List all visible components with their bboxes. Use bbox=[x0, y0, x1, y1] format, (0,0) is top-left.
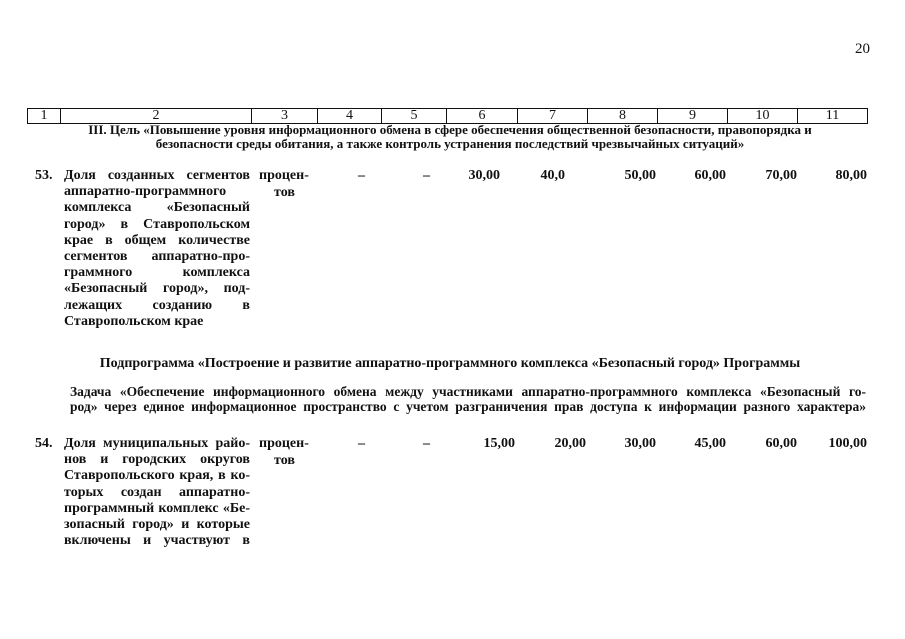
value-cell: 100,00 bbox=[828, 436, 867, 451]
indicator-line: Доля муниципальных райо- bbox=[64, 436, 250, 451]
header-col-4: 4 bbox=[318, 109, 382, 124]
unit-line: процен- bbox=[259, 168, 309, 183]
value-cell: 40,0 bbox=[540, 168, 565, 183]
value-cell: – bbox=[358, 436, 365, 451]
value-cell: 60,00 bbox=[765, 436, 797, 451]
indicator-line: Ставропольского края, в ко- bbox=[64, 468, 250, 484]
row-number: 54. bbox=[35, 436, 53, 451]
indicator-line: город» в Ставропольском bbox=[64, 216, 250, 232]
unit-line: тов bbox=[274, 452, 295, 468]
value-cell: 30,00 bbox=[468, 168, 500, 183]
subprogram-heading: Подпрограмма «Построение и развитие аппаратно-программного комплекса «Безопасный город» Программы bbox=[99, 356, 801, 371]
header-col-1: 1 bbox=[28, 109, 61, 124]
task-heading bbox=[70, 385, 866, 414]
value-cell: 15,00 bbox=[483, 436, 515, 451]
goal-heading-line: III. Цель «Повышение уровня информационного обмена в сфере обеспечения общественной безопасности, правопорядка и bbox=[88, 122, 812, 137]
unit-line: тов bbox=[274, 184, 295, 200]
header-col-9: 9 bbox=[658, 109, 728, 124]
unit-text bbox=[259, 168, 319, 201]
row-number: 53. bbox=[35, 168, 53, 183]
indicator-line: Ставропольском крае bbox=[64, 313, 204, 329]
unit-line: процен- bbox=[259, 436, 309, 451]
indicator-line: зопасный город» и которые bbox=[64, 517, 250, 533]
value-cell: 60,00 bbox=[694, 168, 726, 183]
value-cell: – bbox=[358, 168, 365, 183]
indicator-line: сегментов аппаратно-про- bbox=[64, 249, 250, 265]
value-cell: 20,00 bbox=[554, 436, 586, 451]
indicator-line: аппаратно-программного bbox=[64, 184, 227, 200]
indicator-line: комплекса «Безопасный bbox=[64, 200, 250, 216]
header-col-10: 10 bbox=[728, 109, 798, 124]
indicator-line: нов и городских округов bbox=[64, 452, 250, 468]
value-cell: 80,00 bbox=[835, 168, 867, 183]
indicator-line: торых создан аппаратно- bbox=[64, 484, 250, 500]
header-col-3: 3 bbox=[252, 109, 318, 124]
indicator-line: граммного комплекса bbox=[64, 265, 250, 281]
indicator-line: включены и участвуют в bbox=[64, 533, 250, 549]
value-cell: 70,00 bbox=[765, 168, 797, 183]
header-col-6: 6 bbox=[447, 109, 518, 124]
value-cell: – bbox=[423, 168, 430, 183]
indicator-line: программный комплекс «Бе- bbox=[64, 500, 250, 516]
value-cell: 45,00 bbox=[694, 436, 726, 451]
header-col-11: 11 bbox=[798, 109, 868, 124]
header-col-5: 5 bbox=[382, 109, 447, 124]
indicator-text bbox=[64, 168, 250, 330]
header-col-2: 2 bbox=[61, 109, 252, 124]
task-heading-line: род» через единое информационное пространство с учетом разграничения прав доступа к информации разного характера» bbox=[70, 398, 866, 414]
header-col-8: 8 bbox=[588, 109, 658, 124]
unit-text bbox=[259, 436, 319, 469]
indicator-line: «Безопасный город», под- bbox=[64, 281, 250, 297]
indicator-line: Доля созданных сегментов bbox=[64, 168, 250, 183]
page-number: 20 bbox=[855, 41, 870, 57]
value-cell: 30,00 bbox=[624, 436, 656, 451]
header-col-7: 7 bbox=[518, 109, 588, 124]
value-cell: – bbox=[423, 436, 430, 451]
indicator-line: крае в общем количестве bbox=[64, 232, 250, 248]
indicator-line: лежащих созданию в bbox=[64, 297, 250, 313]
value-cell: 50,00 bbox=[624, 168, 656, 183]
goal-heading bbox=[30, 123, 870, 151]
goal-heading-line: безопасности среды обитания, а также контроль устранения последствий чрезвычайных ситуаций» bbox=[155, 136, 745, 151]
indicator-text bbox=[64, 436, 250, 549]
task-heading-line: Задача «Обеспечение информационного обмена между участниками аппаратно-программного комплекса «Безопасный го- bbox=[70, 384, 866, 399]
